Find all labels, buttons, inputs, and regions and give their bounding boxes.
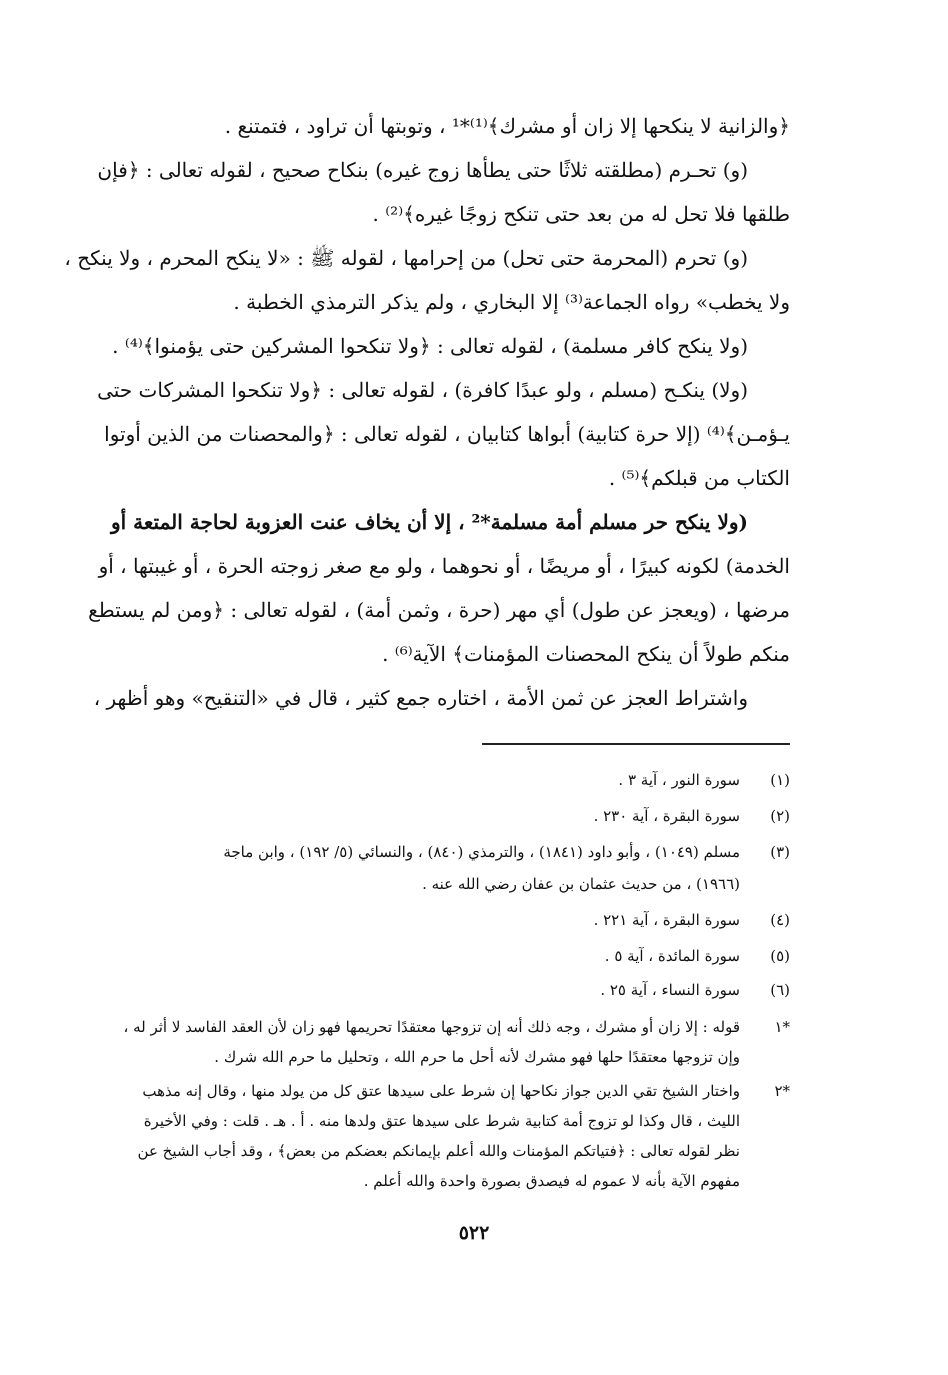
footnote-1 <box>48 764 790 796</box>
editor-note-1 <box>48 1012 790 1072</box>
footnote-number: (٦) <box>770 981 790 999</box>
footnote-4 <box>48 904 790 936</box>
note-text: واختار الشيخ تقي الدين جواز نكاحها إن شرط على سيدها عتق كل من يولد منها ، وقال إنه مذهب <box>142 1082 740 1100</box>
note-marker: *١ <box>774 1018 790 1036</box>
text-line: ولا يخطب» رواه الجماعة⁽³⁾ إلا البخاري ، ولم يذكر الترمذي الخطبة . <box>233 290 790 314</box>
text-line: (و) تحرم (المحرمة حتى تحل) من إحرامها ، لقوله ﷺ : «لا ينكح المحرم ، ولا ينكح ، <box>64 246 748 270</box>
text-line: مرضها ، (ويعجز عن طول) أي مهر (حرة ، وثمن أمة) ، لقوله تعالى : ﴿ومن لم يستطع <box>88 598 790 622</box>
footnote-text: سورة البقرة ، آية ٢٣٠ . <box>593 807 740 825</box>
paragraph-mutallaqa <box>48 148 790 236</box>
text-line: (و) تحـرم (مطلقته ثلاثًا حتى يطأها زوج غيره) بنكاح صحيح ، لقوله تعالى : ﴿فإن <box>97 158 748 182</box>
footnote-separator <box>482 743 790 745</box>
note-text: وإن تزوجها معتقدًا حلها فهو مشرك لأنه أحل ما حرم الله ، وتحليل ما حرم الله شرك . <box>214 1048 740 1066</box>
footnote-3 <box>48 836 790 900</box>
text-line: الكتاب من قبلكم﴾⁽⁵⁾ . <box>608 466 790 490</box>
text-line: (ولا ينكح حر مسلم أمة مسلمة*² ، إلا أن يخاف عنت العزوبة لحاجة المتعة أو <box>110 510 748 534</box>
note-text: نظر لقوله تعالى : ﴿فتياتكم المؤمنات والله أعلم بإيمانكم بعضكم من بعض﴾ ، وقد أجاب الشيخ عن <box>137 1142 740 1160</box>
paragraph-kitabiya <box>48 368 790 500</box>
footnote-number: (٤) <box>770 911 790 929</box>
note-text: الليث ، قال وكذا لو تزوج أمة كتابية شرط على سيدها عتق ولدها منه . أ . هـ . قلت : وفي الأخيرة <box>143 1112 740 1130</box>
note-text: قوله : إلا زان أو مشرك ، وجه ذلك أنه إن تزوجها معتقدًا تحريمها فهو زان لأن العقد الفاسد لا أثر له ، <box>123 1018 740 1036</box>
paragraph-ishtirat <box>48 676 790 720</box>
text-line: (ولا) ينكـح (مسلم ، ولو عبدًا كافرة) ، لقوله تعالى : ﴿ولا تنكحوا المشركات حتى <box>97 378 748 402</box>
text-line: الخدمة) لكونه كبيرًا ، أو مريضًا ، أو نحوهما ، ولو مع صغر زوجته الحرة ، أو غيبتها ، أو <box>98 554 790 578</box>
text-line: (ولا ينكح كافر مسلمة) ، لقوله تعالى : ﴿ولا تنكحوا المشركين حتى يؤمنوا﴾⁽⁴⁾ . <box>112 334 748 358</box>
paragraph-zaniya <box>48 104 790 148</box>
footnote-text: (١٩٦٦) ، من حديث عثمان بن عفان رضي الله عنه . <box>422 875 740 893</box>
footnote-text: مسلم (١٠٤٩) ، وأبو داود (١٨٤١) ، والترمذي (٨٤٠) ، والنسائي (٥/ ١٩٢) ، وابن ماجة <box>223 843 740 861</box>
footnote-text: سورة البقرة ، آية ٢٢١ . <box>593 911 740 929</box>
paragraph-muhrima <box>48 236 790 324</box>
footnote-number: (٣) <box>770 843 790 861</box>
text-line: ﴿والزانية لا ينكحها إلا زان أو مشرك﴾⁽¹⁾*¹ ، وتوبتها أن تراود ، فتمتنع . <box>224 114 790 138</box>
footnote-number: (١) <box>770 771 790 789</box>
page-number: ٥٢٢ <box>458 1222 490 1244</box>
footnote-5 <box>48 940 790 972</box>
footnote-number: (٢) <box>770 807 790 825</box>
text-line: يـؤمـن﴾⁽⁴⁾ (إلا حرة كتابية) أبواها كتابيان ، لقوله تعالى : ﴿والمحصنات من الذين أوتوا <box>104 422 790 446</box>
footnote-number: (٥) <box>770 947 790 965</box>
editor-note-2 <box>48 1076 790 1196</box>
footnote-text: سورة النساء ، آية ٢٥ . <box>600 981 740 999</box>
note-marker: *٢ <box>774 1082 790 1100</box>
footnote-6 <box>48 974 790 1006</box>
text-line: واشتراط العجز عن ثمن الأمة ، اختاره جمع كثير ، قال في «التنقيح» وهو أظهر ، <box>93 686 748 710</box>
note-text: مفهوم الآية بأنه لا عموم له فيصدق بصورة واحدة والله أعلم . <box>363 1172 740 1190</box>
footnote-text: سورة المائدة ، آية ٥ . <box>604 947 740 965</box>
paragraph-ama-muslima <box>48 500 790 676</box>
text-line: طلقها فلا تحل له من بعد حتى تنكح زوجًا غيره﴾⁽²⁾ . <box>372 202 790 226</box>
footnote-text: سورة النور ، آية ٣ . <box>618 771 740 789</box>
paragraph-kafir <box>48 324 790 368</box>
text-line: منكم طولاً أن ينكح المحصنات المؤمنات﴾ الآية⁽⁶⁾ . <box>382 642 790 666</box>
footnote-2 <box>48 800 790 832</box>
